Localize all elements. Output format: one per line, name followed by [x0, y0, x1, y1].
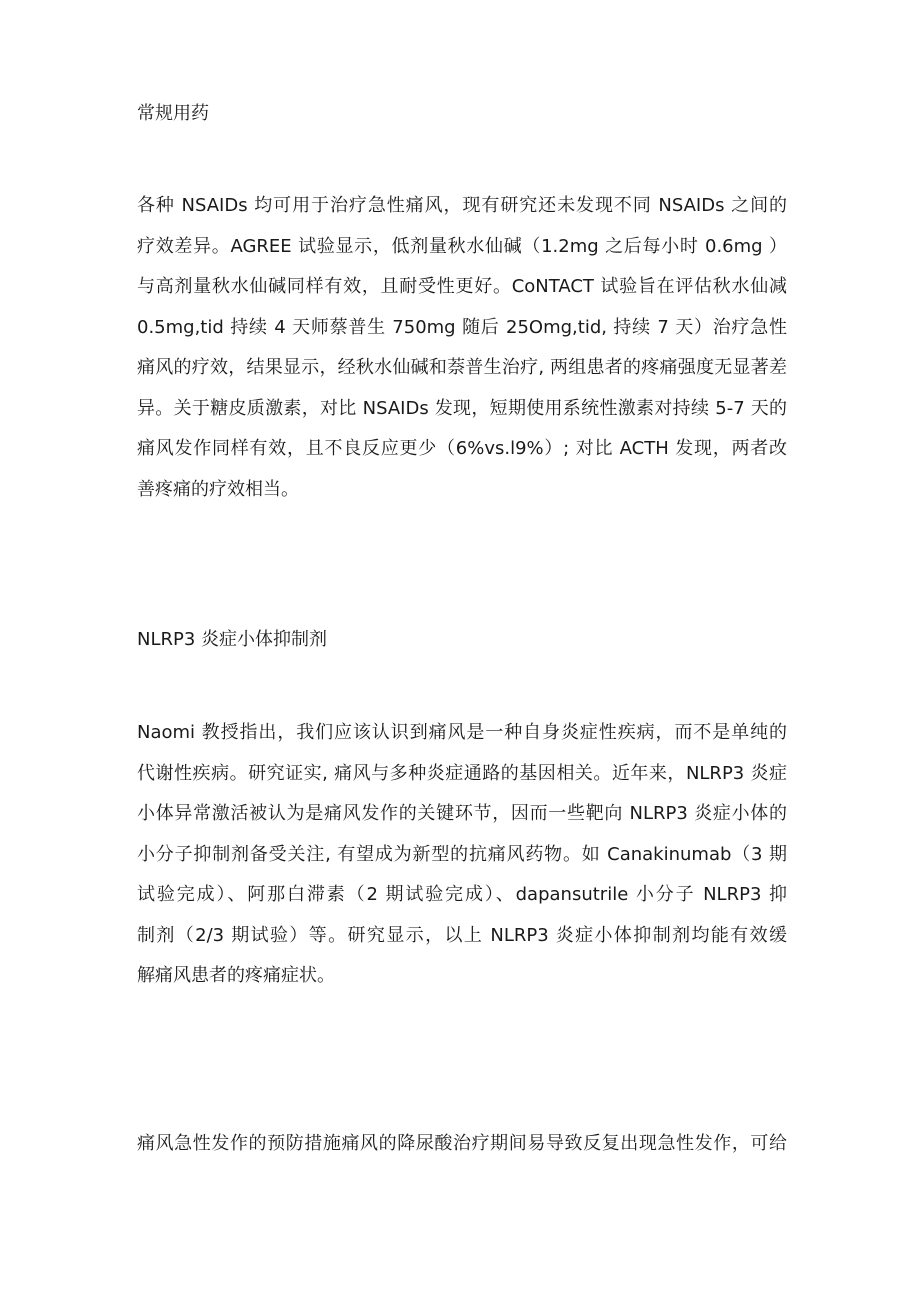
paragraph-acute-attack-prevention	[137, 1124, 787, 1165]
paragraph-line: 异。关于糖皮质激素，对比 NSAIDs 发现，短期使用系统性激素对持续 5-7 天的	[137, 397, 787, 419]
paragraph-line: 痛风急性发作的预防措施痛风的降尿酸治疗期间易导致反复出现急性发作，可给	[137, 1133, 787, 1154]
paragraph-line: 痛风的疗效，结果显示，经秋水仙碱和萘普生治疗, 两组患者的疼痛强度无显著差	[137, 357, 787, 378]
paragraph-line: 各种 NSAIDs 均可用于治疗急性痛风，现有研究还未发现不同 NSAIDs 之间的	[137, 195, 787, 216]
section-heading-nlrp3-inhibitors: NLRP3 炎症小体抑制剂	[137, 629, 328, 650]
paragraph-line: 与高剂量秋水仙碱同样有效，且耐受性更好。CoNTACT 试验旨在评估秋水仙减	[137, 276, 787, 297]
paragraph-line: 制剂（2/3 期试验）等。研究显示，以上 NLRP3 炎症小体抑制剂均能有效缓	[137, 924, 787, 946]
paragraph-line: 解痛风患者的疼痛症状。	[137, 965, 335, 986]
paragraph-line: 善疼痛的疗效相当。	[137, 478, 299, 500]
section-heading-conventional-drugs: 常规用药	[137, 103, 209, 124]
paragraph-line: 代谢性疾病。研究证实, 痛风与多种炎症通路的基因相关。近年来，NLRP3 炎症	[137, 762, 787, 784]
paragraph-line: 试验完成）、阿那白滞素（2 期试验完成）、dapansutrile 小分子 NLRP3 抑	[137, 884, 787, 905]
paragraph-line: 小体异常激活被认为是痛风发作的关键环节，因而一些靶向 NLRP3 炎症小体的	[137, 803, 787, 824]
paragraph-conventional-drugs	[137, 186, 787, 510]
paragraph-line: 0.5mg,tid 持续 4 天师蔡普生 750mg 随后 25Omg,tid, 持续 7 天）治疗急性	[137, 316, 787, 338]
paragraph-line: 痛风发作同样有效，且不良反应更少（6%vs.l9%）; 对比 ACTH 发现，两者改	[137, 438, 787, 459]
paragraph-line: Naomi 教授指出，我们应该认识到痛风是一种自身炎症性疾病，而不是单纯的	[137, 722, 787, 743]
paragraph-line: 疗效差异。AGREE 试验显示，低剂量秋水仙碱（1.2mg 之后每小时 0.6mg ）	[137, 235, 787, 257]
paragraph-line: 小分子抑制剂备受关注, 有望成为新型的抗痛风药物。如 Canakinumab（3 期	[137, 843, 787, 865]
paragraph-nlrp3-inhibitors	[137, 713, 787, 997]
